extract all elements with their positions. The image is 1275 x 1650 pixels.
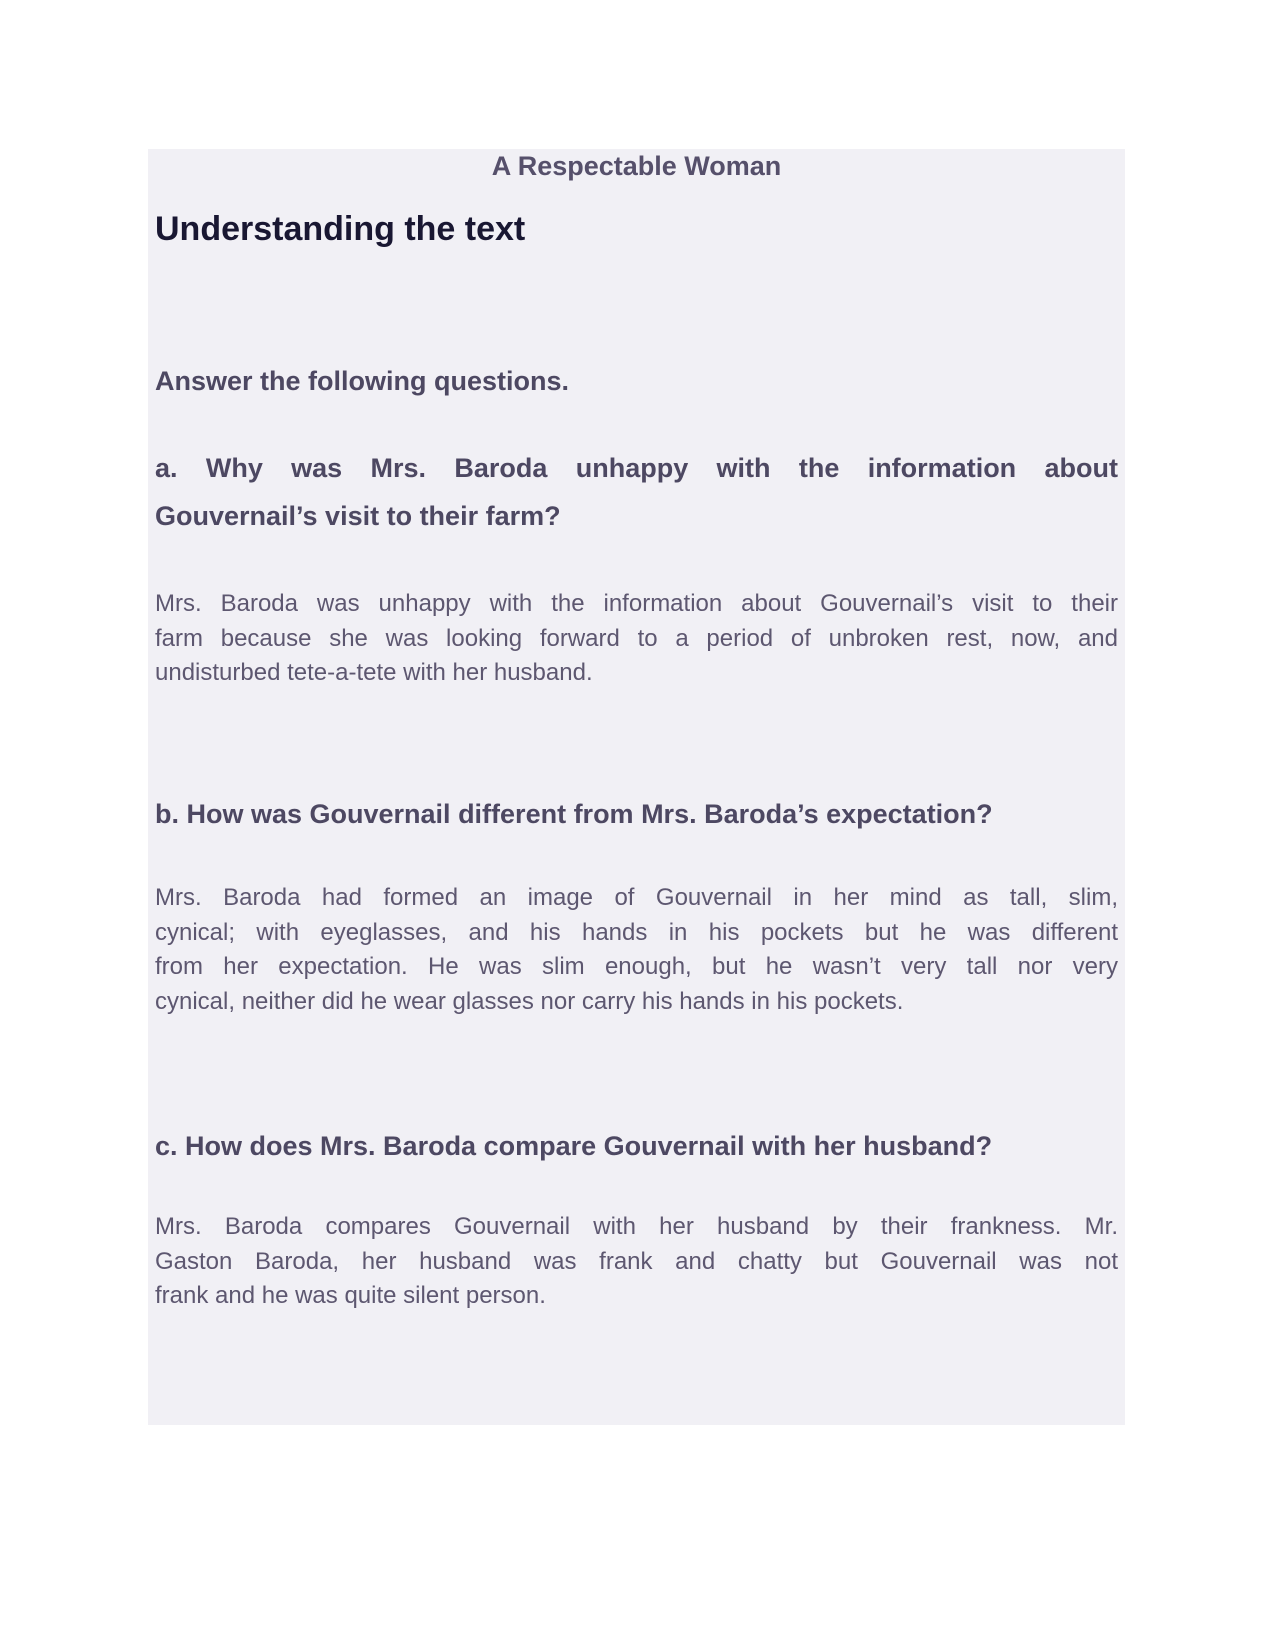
question-c: c. How does Mrs. Baroda compare Gouvernail with her husband? (155, 1131, 993, 1161)
answer-b: Mrs. Baroda had formed an image of Gouvernail in her mind as tall, slim, cynical; with eyeglasses, and his hands in his pockets but he was different from her expectation. He was slim enough, but he wasn’t very tall nor very cynical, neither did he wear glasses nor carry his hands in his pockets. (155, 884, 1118, 1015)
answer-c: Mrs. Baroda compares Gouvernail with her husband by their frankness. Mr. Gaston Baroda, her husband was frank and chatty but Gouvernail was not frank and he was quite silent person. (155, 1213, 1118, 1309)
section-heading: Understanding the text (155, 210, 526, 248)
question-b: b. How was Gouvernail different from Mrs. Baroda’s expectation? (155, 799, 993, 829)
question-a: a. Why was Mrs. Baroda unhappy with the information about Gouvernail’s visit to their farm? (155, 453, 1118, 531)
answer-a: Mrs. Baroda was unhappy with the information about Gouvernail’s visit to their farm because she was looking forward to a period of unbroken rest, now, and undisturbed tete-a-tete with her husband. (155, 590, 1118, 686)
instruction-heading: Answer the following questions. (155, 366, 570, 396)
highlighted-text-panel (148, 149, 1125, 1425)
document-title: A Respectable Woman (491, 151, 782, 181)
